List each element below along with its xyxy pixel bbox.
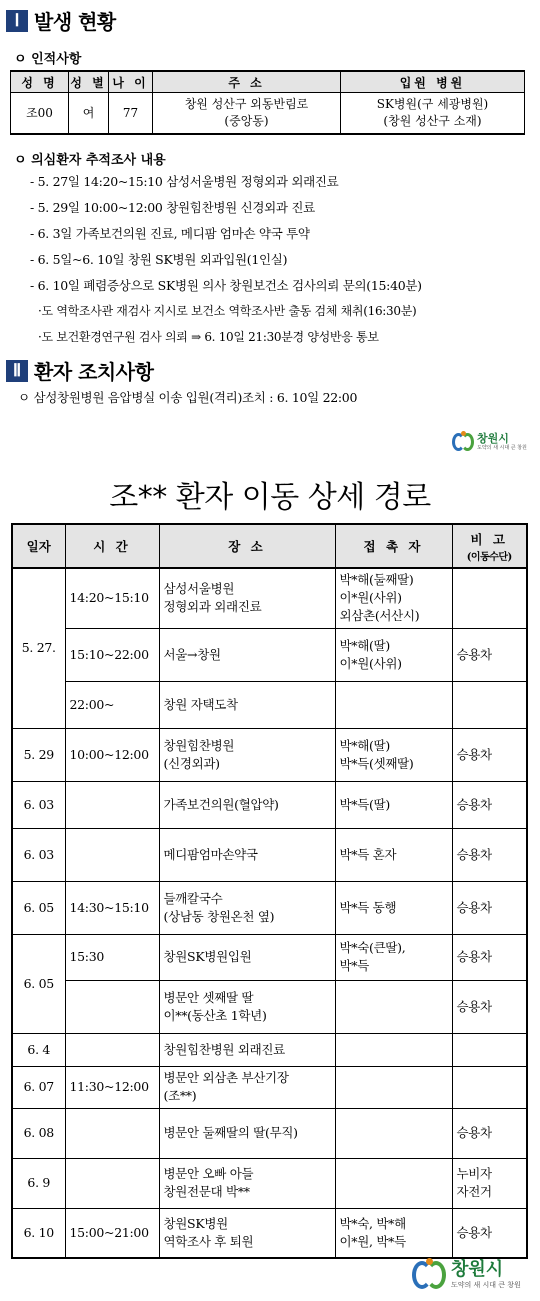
route-cell-date: 6. 07 bbox=[12, 1066, 65, 1108]
address-line-1: 창원 성산구 외동반림로 bbox=[184, 97, 309, 111]
hospital-line-2: (창원 성산구 소재) bbox=[383, 114, 482, 128]
route-cell-place bbox=[159, 1158, 335, 1208]
route-contact-line: 박*득 혼자 bbox=[339, 846, 397, 862]
route-cell-contact bbox=[335, 934, 452, 980]
route-place-line: 창원힘찬병원 bbox=[163, 737, 235, 753]
cell-hospital bbox=[341, 93, 525, 135]
route-cell-contact bbox=[335, 728, 452, 781]
route-place-line: (상남동 창원온천 옆) bbox=[163, 908, 275, 924]
route-col-time: 시 간 bbox=[65, 524, 159, 568]
route-cell-note bbox=[452, 1208, 527, 1258]
route-row bbox=[12, 1108, 527, 1158]
route-contact-line: 박*득(딸) bbox=[339, 796, 390, 812]
section-1-title: 발생 현황 bbox=[34, 10, 116, 34]
route-place-line: 이**(동산초 1학년) bbox=[163, 1007, 267, 1023]
route-cell-place bbox=[159, 1108, 335, 1158]
route-body bbox=[12, 568, 527, 1258]
logo-name: 창원시 bbox=[451, 1259, 504, 1280]
route-cell-note bbox=[452, 681, 527, 728]
route-cell-date: 6. 05 bbox=[12, 881, 65, 934]
route-cell-time: 14:30~15:10 bbox=[65, 881, 159, 934]
route-cell-time: 10:00~12:00 bbox=[65, 728, 159, 781]
route-place-line: 삼성서울병원 bbox=[163, 581, 235, 597]
address-line-2: (중앙동) bbox=[224, 114, 269, 128]
route-title: 조** 환자 이동 상세 경로 bbox=[109, 480, 431, 515]
col-age: 나 이 bbox=[109, 71, 153, 93]
route-cell-note bbox=[452, 1033, 527, 1066]
col-name: 성 명 bbox=[11, 71, 69, 93]
col-address: 주 소 bbox=[153, 71, 341, 93]
route-note-line: 승용차 bbox=[456, 1125, 492, 1140]
route-cell-note bbox=[452, 980, 527, 1033]
route-contact-line: 박*득 동행 bbox=[339, 899, 397, 915]
route-note-line: 승용차 bbox=[456, 1224, 492, 1240]
cell-age: 77 bbox=[109, 93, 153, 135]
route-contact-line: 박*숙, 박*해 bbox=[339, 1215, 406, 1231]
route-cell-time: 22:00~ bbox=[65, 681, 159, 728]
route-place-line: 병문안 오빠 아들 bbox=[163, 1166, 254, 1181]
route-place-line: (신경외과) bbox=[163, 755, 220, 771]
route-cell-contact bbox=[335, 1158, 452, 1208]
route-cell-contact bbox=[335, 1108, 452, 1158]
route-col-place: 장 소 bbox=[159, 524, 335, 568]
logo-slogan: 도약의 새 시대 큰 창원 bbox=[451, 1281, 521, 1289]
route-header-row bbox=[12, 524, 527, 568]
personal-info-table bbox=[10, 70, 525, 135]
route-place-line: 창원전문대 박** bbox=[163, 1184, 250, 1199]
route-cell-place bbox=[159, 1066, 335, 1108]
route-cell-place bbox=[159, 828, 335, 881]
route-cell-note bbox=[452, 728, 527, 781]
route-row bbox=[12, 781, 527, 828]
route-cell-contact bbox=[335, 681, 452, 728]
hospital-line-1: SK병원(구 세광병원) bbox=[376, 97, 489, 111]
route-cell-place bbox=[159, 1208, 335, 1258]
route-cell-date: 5. 29 bbox=[12, 728, 65, 781]
tracking-item: - 5. 27일 14:20~15:10 삼성서울병원 정형외과 외래진료 bbox=[30, 174, 339, 189]
route-contact-line: 외삼촌(서산시) bbox=[339, 608, 420, 624]
cell-name: 조00 bbox=[11, 93, 69, 135]
changwon-emblem-icon bbox=[452, 431, 474, 453]
route-contact-line: 박*득 bbox=[339, 958, 370, 973]
route-row bbox=[12, 1033, 527, 1066]
route-place-line: 정형외과 외래진료 bbox=[163, 599, 262, 615]
route-contact-line: 박*해(딸) bbox=[339, 637, 390, 653]
route-cell-place bbox=[159, 781, 335, 828]
route-cell-place bbox=[159, 568, 335, 628]
route-cell-date: 6. 05 bbox=[12, 934, 65, 1033]
route-row bbox=[12, 728, 527, 781]
route-col-note bbox=[452, 524, 527, 568]
route-cell-place bbox=[159, 881, 335, 934]
route-place-line: (조**) bbox=[163, 1088, 197, 1103]
section-1-number: Ⅰ bbox=[6, 10, 28, 32]
route-col-date: 일자 bbox=[12, 524, 65, 568]
route-cell-note bbox=[452, 1066, 527, 1108]
section-2-header bbox=[6, 356, 153, 385]
route-cell-contact bbox=[335, 980, 452, 1033]
route-cell-contact bbox=[335, 628, 452, 681]
personal-info-row bbox=[11, 93, 525, 135]
route-row bbox=[12, 1208, 527, 1258]
route-contact-line: 이*원(사위) bbox=[339, 590, 402, 606]
route-cell-date: 6. 10 bbox=[12, 1208, 65, 1258]
tracking-subitem: ·도 보건환경연구원 검사 의뢰 ⇒ 6. 10일 21:30분경 양성반응 통보 bbox=[38, 330, 379, 344]
route-cell-time bbox=[65, 1033, 159, 1066]
route-cell-time bbox=[65, 828, 159, 881]
changwon-logo bbox=[452, 431, 527, 453]
route-contact-line: 이*원(사위) bbox=[339, 655, 402, 671]
col-sex: 성 별 bbox=[69, 71, 109, 93]
tracking-item: - 6. 3일 가족보건의원 진료, 메디팜 엄마손 약국 투약 bbox=[30, 226, 310, 241]
route-place-line: 창원 자택도착 bbox=[163, 696, 238, 712]
route-col-contact: 접 촉 자 bbox=[335, 524, 452, 568]
route-cell-date: 6. 03 bbox=[12, 781, 65, 828]
route-row bbox=[12, 568, 527, 628]
route-cell-time bbox=[65, 1108, 159, 1158]
route-row bbox=[12, 1158, 527, 1208]
route-row bbox=[12, 628, 527, 681]
route-cell-time: 14:20~15:10 bbox=[65, 568, 159, 628]
route-cell-contact bbox=[335, 881, 452, 934]
cell-sex: 여 bbox=[69, 93, 109, 135]
route-place-line: 병문안 셋째딸 딸 bbox=[163, 989, 254, 1005]
route-cell-time: 15:00~21:00 bbox=[65, 1208, 159, 1258]
route-cell-note bbox=[452, 1108, 527, 1158]
route-cell-time: 11:30~12:00 bbox=[65, 1066, 159, 1108]
tracking-item: - 6. 10일 폐렴증상으로 SK병원 의사 창원보건소 검사의뢰 문의(15:40분) bbox=[30, 278, 422, 293]
route-cell-place bbox=[159, 681, 335, 728]
route-cell-note bbox=[452, 1158, 527, 1208]
route-table bbox=[11, 523, 528, 1259]
route-row bbox=[12, 980, 527, 1033]
route-note-line: 승용차 bbox=[456, 796, 492, 812]
route-note-line: 누비자 bbox=[456, 1166, 492, 1181]
route-note-line: 승용차 bbox=[456, 949, 492, 964]
tracking-item: - 6. 5일~6. 10일 창원 SK병원 외과입원(1인실) bbox=[30, 252, 288, 267]
route-cell-place bbox=[159, 728, 335, 781]
route-cell-contact bbox=[335, 1066, 452, 1108]
route-row bbox=[12, 828, 527, 881]
route-cell-time bbox=[65, 980, 159, 1033]
route-cell-note bbox=[452, 881, 527, 934]
col-hospital: 입원 병원 bbox=[341, 71, 525, 93]
route-cell-place bbox=[159, 1033, 335, 1066]
route-cell-contact bbox=[335, 781, 452, 828]
route-place-line: 병문안 외삼촌 부산기장 bbox=[163, 1070, 289, 1085]
route-cell-date: 6. 4 bbox=[12, 1033, 65, 1066]
section-2-title: 환자 조치사항 bbox=[34, 360, 154, 384]
route-cell-date: 6. 9 bbox=[12, 1158, 65, 1208]
route-cell-contact bbox=[335, 568, 452, 628]
route-note-line: 승용차 bbox=[456, 646, 492, 662]
tracking-item: - 5. 29일 10:00~12:00 창원힘찬병원 신경외과 진료 bbox=[30, 200, 315, 215]
tracking-heading: ㅇ 의심환자 추적조사 내용 bbox=[14, 153, 166, 168]
route-cell-place bbox=[159, 980, 335, 1033]
route-cell-time: 15:10~22:00 bbox=[65, 628, 159, 681]
route-cell-date: 6. 03 bbox=[12, 828, 65, 881]
route-place-line: 가족보건의원(혈압약) bbox=[163, 796, 279, 812]
route-cell-note bbox=[452, 934, 527, 980]
route-row bbox=[12, 881, 527, 934]
section-1-header bbox=[6, 6, 116, 35]
route-place-line: 창원힘찬병원 외래진료 bbox=[163, 1041, 285, 1057]
route-cell-time bbox=[65, 1158, 159, 1208]
route-col-note-title: 비 고 bbox=[470, 531, 508, 547]
changwon-emblem-icon bbox=[412, 1258, 446, 1292]
route-cell-note bbox=[452, 568, 527, 628]
route-place-line: 들깨칼국수 bbox=[163, 890, 223, 906]
route-cell-date: 5. 27. bbox=[12, 568, 65, 728]
route-col-note-sub: (이동수단) bbox=[466, 551, 512, 563]
route-cell-place bbox=[159, 934, 335, 980]
route-contact-line: 박*득(셋째딸) bbox=[339, 755, 414, 771]
route-note-line: 승용차 bbox=[456, 899, 492, 915]
changwon-logo-bottom bbox=[412, 1258, 521, 1292]
route-cell-date: 6. 08 bbox=[12, 1108, 65, 1158]
route-cell-time: 15:30 bbox=[65, 934, 159, 980]
route-note-line: 승용차 bbox=[456, 746, 492, 762]
route-cell-contact bbox=[335, 1033, 452, 1066]
route-place-line: 병문안 둘째딸의 딸(무직) bbox=[163, 1125, 298, 1140]
tracking-subitem: ·도 역학조사관 재검사 지시로 보건소 역학조사반 출동 검체 채취(16:30분) bbox=[38, 304, 417, 318]
action-item: ㅇ 삼성창원병원 음압병실 이송 입원(격리)조치 : 6. 10일 22:00 bbox=[18, 390, 358, 405]
logo-slogan: 도약의 새 시대 큰 창원 bbox=[477, 445, 527, 451]
route-row bbox=[12, 681, 527, 728]
route-note-line: 자전거 bbox=[456, 1184, 492, 1199]
route-row bbox=[12, 934, 527, 980]
route-cell-time bbox=[65, 781, 159, 828]
route-note-line: 승용차 bbox=[456, 846, 492, 862]
route-place-line: 역학조사 후 퇴원 bbox=[163, 1233, 254, 1249]
route-place-line: 창원SK병원 bbox=[163, 1215, 228, 1231]
route-place-line: 메디팜엄마손약국 bbox=[163, 846, 258, 862]
route-contact-line: 박*해(딸) bbox=[339, 737, 390, 753]
route-cell-contact bbox=[335, 828, 452, 881]
route-cell-place bbox=[159, 628, 335, 681]
route-contact-line: 박*숙(큰딸), bbox=[339, 940, 406, 955]
route-note-line: 승용차 bbox=[456, 998, 492, 1014]
route-cell-note bbox=[452, 628, 527, 681]
route-contact-line: 이*원, 박*득 bbox=[339, 1233, 406, 1249]
section-2-number: Ⅱ bbox=[6, 360, 28, 382]
route-cell-note bbox=[452, 781, 527, 828]
route-cell-note bbox=[452, 828, 527, 881]
logo-name: 창원시 bbox=[477, 432, 509, 445]
cell-address bbox=[153, 93, 341, 135]
personal-info-heading: ㅇ 인적사항 bbox=[14, 52, 82, 67]
route-place-line: 서울→창원 bbox=[163, 646, 221, 662]
route-cell-contact bbox=[335, 1208, 452, 1258]
personal-info-header-row bbox=[11, 71, 525, 93]
route-place-line: 창원SK병원입원 bbox=[163, 949, 252, 964]
route-row bbox=[12, 1066, 527, 1108]
route-contact-line: 박*해(둘째딸) bbox=[339, 572, 414, 588]
